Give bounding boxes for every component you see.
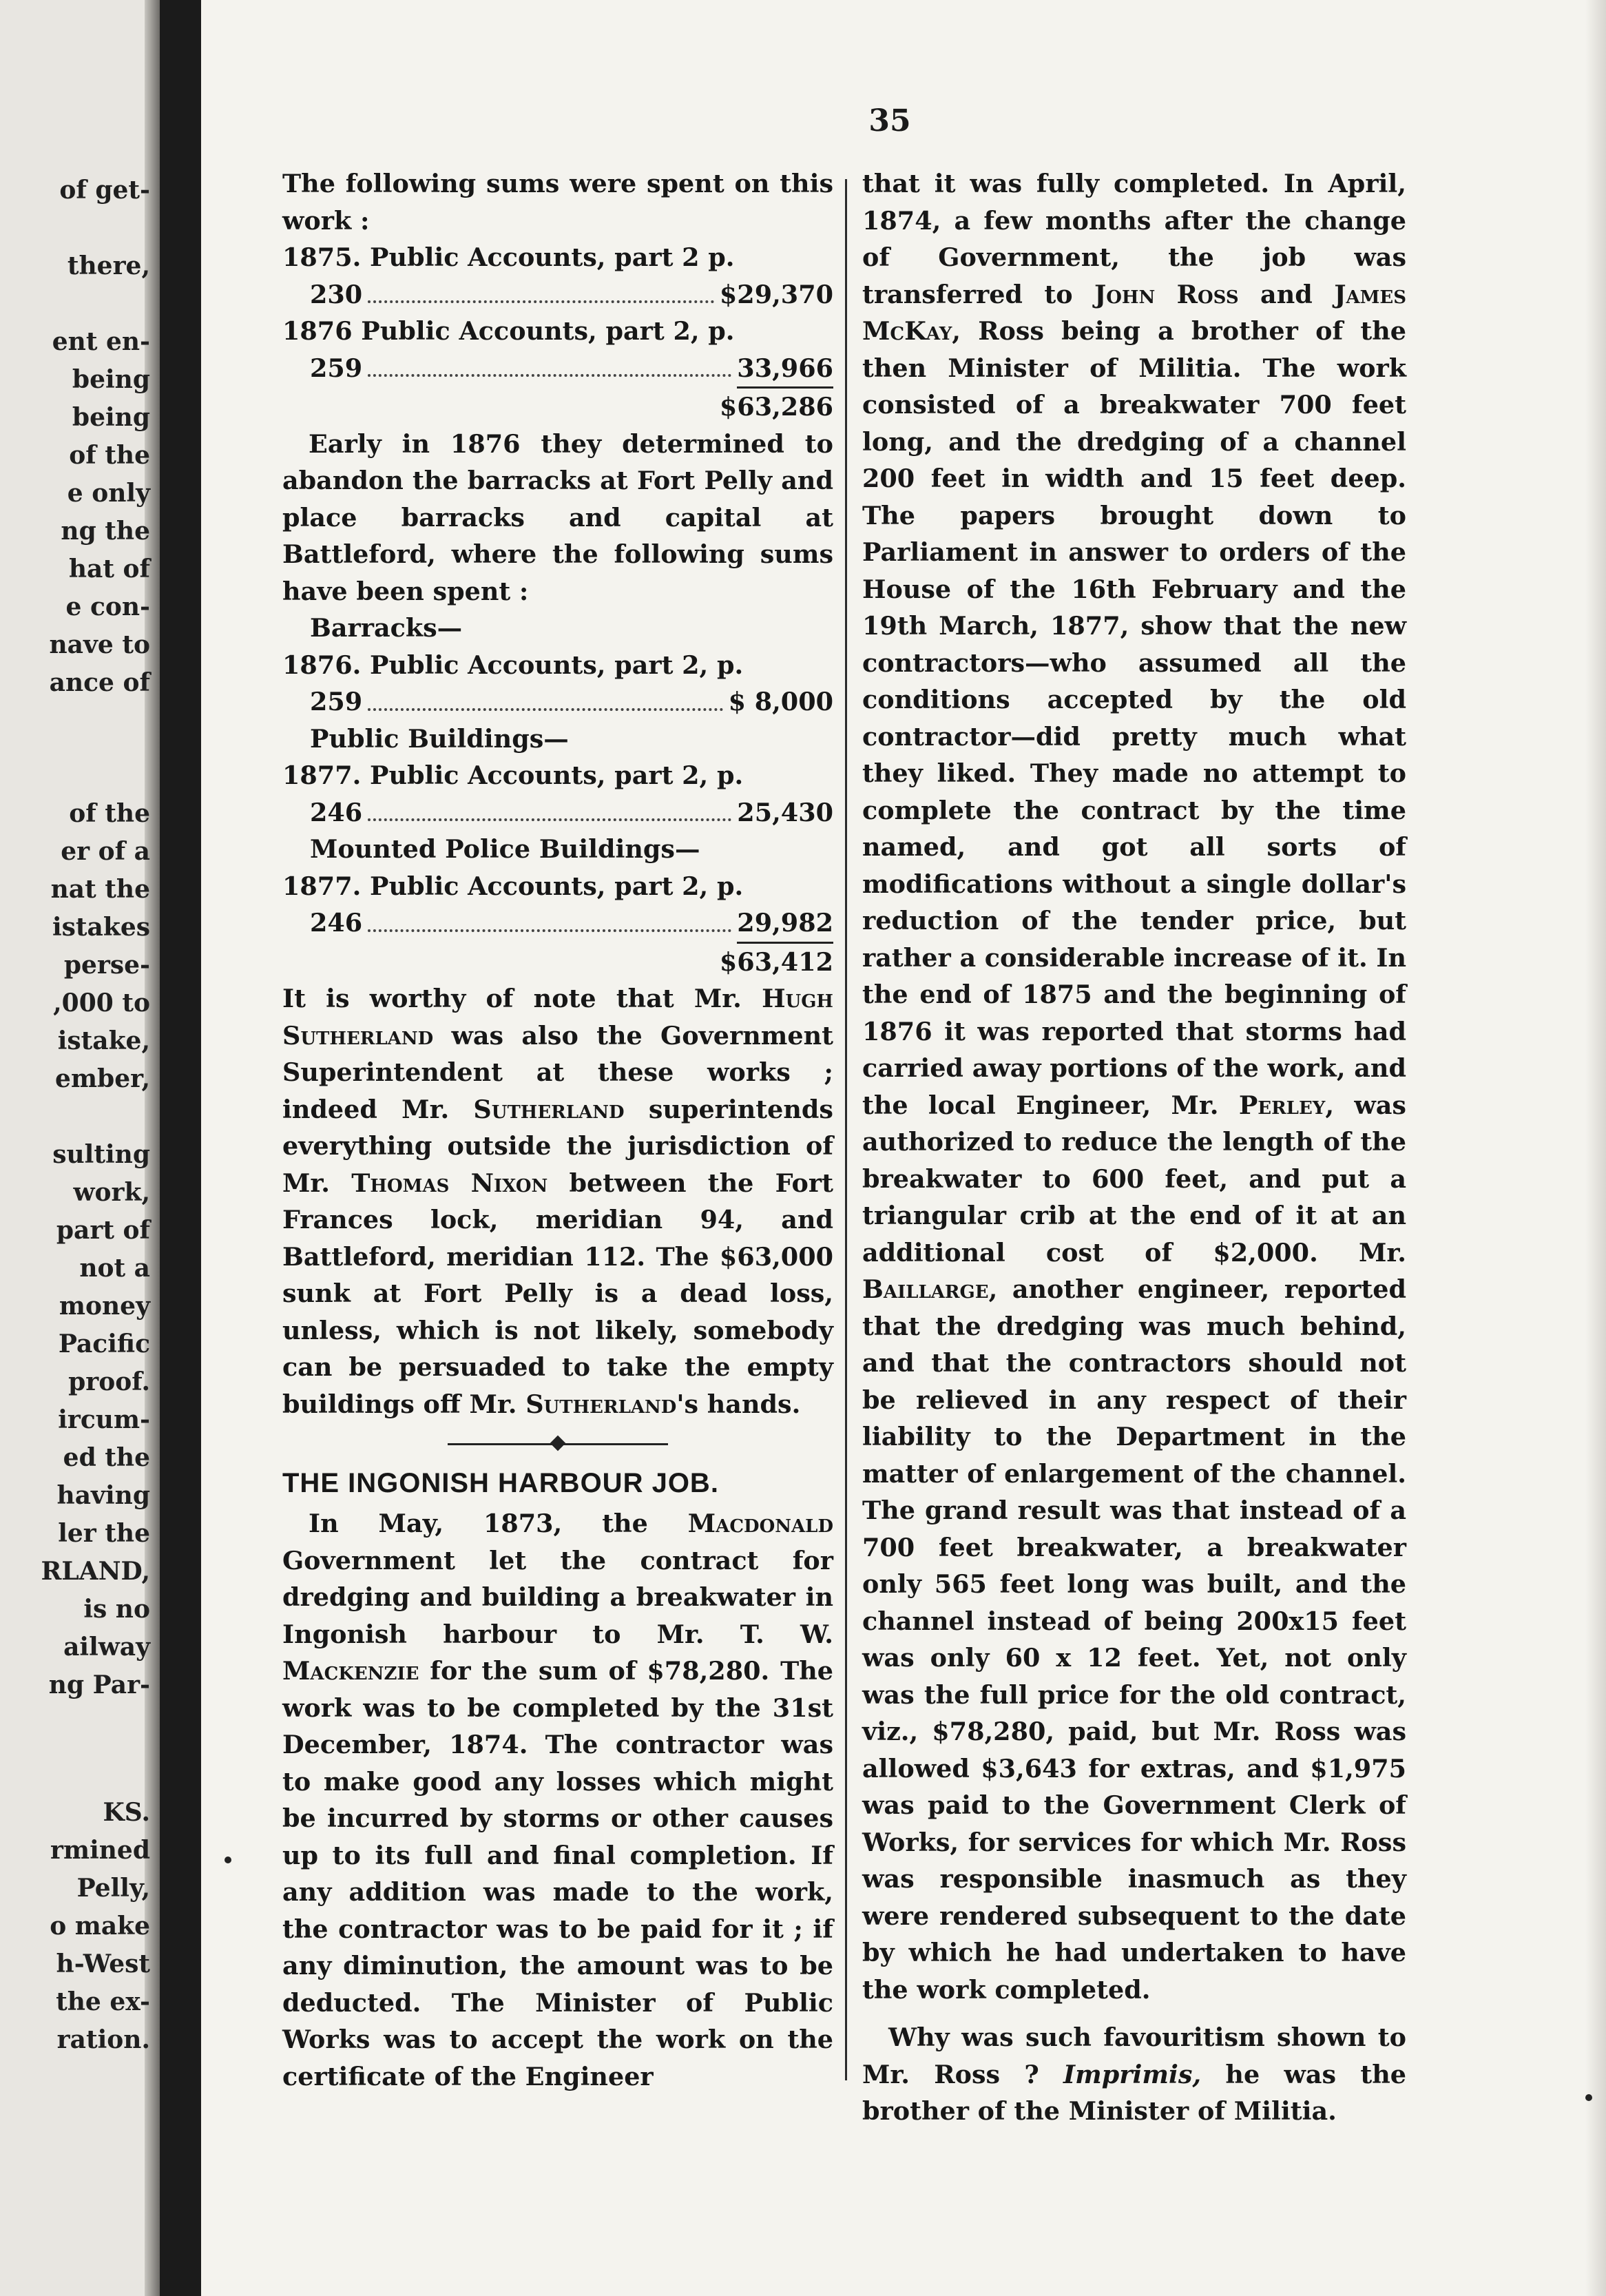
margin-fragment: ler the bbox=[58, 1519, 150, 1548]
ledger-line bbox=[282, 683, 833, 721]
margin-fragment: e con- bbox=[65, 592, 150, 621]
ledger-ref: 259 bbox=[310, 353, 363, 383]
margin-fragment: ng the bbox=[61, 517, 150, 546]
adjacent-page-strip bbox=[0, 0, 160, 2296]
person-name: Mackenzie bbox=[282, 1656, 419, 1686]
sutherland-paragraph bbox=[282, 980, 833, 1423]
margin-fragment: ed the bbox=[63, 1443, 150, 1472]
ledger-amount: $ 8,000 bbox=[728, 687, 833, 716]
ledger-total: $63,286 bbox=[719, 392, 833, 422]
favouritism-paragraph bbox=[862, 2019, 1406, 2130]
margin-fragment: h-West bbox=[56, 1949, 150, 1978]
ledger-total: $63,412 bbox=[719, 947, 833, 977]
margin-fragment: work, bbox=[73, 1178, 150, 1207]
text-run: , was authorized to reduce the length of the breakwater to 600 feet, and put a triangular crib at the end of it at an additional cost of $2,000. Mr. bbox=[862, 1090, 1406, 1268]
ledger-label: 1876. Public Accounts, part 2, p. bbox=[282, 650, 744, 680]
ledger-battleford bbox=[282, 610, 833, 980]
ledger-line bbox=[282, 904, 833, 942]
text-run: In May, 1873, the bbox=[309, 1509, 688, 1538]
margin-fragment: er of a bbox=[61, 837, 150, 866]
section-separator bbox=[282, 1423, 833, 1464]
text-run: that it was fully completed. In April, 1874, a few months after the change of Government, the job was transferred to bbox=[862, 169, 1406, 309]
margin-fragment: being bbox=[72, 365, 150, 394]
ledger-label: 1877. Public Accounts, part 2, p. bbox=[282, 871, 744, 901]
leader-dots bbox=[368, 350, 731, 378]
intro-paragraph: The following sums were spent on this work : bbox=[282, 169, 833, 236]
margin-fragment: istakes bbox=[52, 913, 150, 942]
ledger-category: Mounted Police Buildings— bbox=[310, 834, 700, 864]
margin-fragment: Pacific bbox=[58, 1330, 150, 1358]
ledger-ref: 246 bbox=[310, 797, 363, 827]
person-name: James McKay bbox=[862, 279, 1407, 346]
margin-fragment: ,000 to bbox=[53, 989, 150, 1017]
ledger-label: 1877. Public Accounts, part 2, p. bbox=[282, 761, 744, 790]
page bbox=[201, 0, 1606, 2296]
person-name: Sutherland bbox=[473, 1094, 625, 1124]
text-run: superintends everything outside the jurisdiction of Mr. bbox=[282, 1094, 833, 1198]
margin-fragment: ent en- bbox=[52, 327, 150, 356]
text-run: , Ross being a brother of the then Minister of Militia. The work consisted of a breakwater 700 feet long, and the dredging of a channel 200 feet in width and 15 feet deep. The papers brought down to Parliament in answer to orders of the House of the 16th February and the 19th March, 1877, show that the new contractors—who assumed all the conditions accepted by the old contractor—did pretty much what they liked. They made no attempt to complete the contract by the time named, and got all sorts of modifications without a single dollar's reduction of the tender price, but rather a considerable increase of it. In the end of 1875 and the beginning of 1876 it was reported that storms had carried away portions of the work, and the local Engineer, Mr. bbox=[862, 316, 1406, 1120]
ledger-entry bbox=[282, 239, 833, 313]
leader-dots bbox=[368, 904, 731, 932]
margin-fragment: money bbox=[59, 1292, 150, 1321]
margin-fragment: of get- bbox=[59, 176, 150, 205]
ledger-entry bbox=[282, 721, 833, 831]
margin-fragment: RLAND, bbox=[41, 1557, 150, 1586]
battleford-paragraph: Early in 1876 they determined to abandon the barracks at Fort Pelly and place barracks and capital at Battleford, where the following sums have been spent : bbox=[282, 428, 833, 606]
margin-fragment: the ex- bbox=[56, 1987, 150, 2016]
left-column bbox=[282, 165, 833, 2095]
ledger-amount: 33,966 bbox=[737, 353, 833, 383]
margin-fragment: there, bbox=[67, 251, 150, 280]
stray-mark bbox=[225, 1857, 231, 1863]
ledger-category: Barracks— bbox=[310, 613, 463, 643]
text-run: was also the Government Superintendent at these works ; indeed Mr. bbox=[282, 1020, 833, 1124]
margin-fragment: nat the bbox=[50, 875, 150, 904]
section-heading: THE INGONISH HARBOUR JOB. bbox=[282, 1468, 719, 1498]
person-name: Perley bbox=[1238, 1090, 1326, 1120]
margin-fragment: perse- bbox=[63, 951, 150, 980]
margin-fragment: ailway bbox=[63, 1633, 150, 1662]
book-gutter bbox=[160, 0, 201, 2296]
margin-fragment: ircum- bbox=[58, 1405, 150, 1434]
ledger-amount: 29,982 bbox=[737, 908, 833, 938]
ledger-ref: 230 bbox=[310, 279, 363, 309]
text-run: he was the brother of the Minister of Militia. bbox=[862, 2059, 1406, 2126]
text-run: between the Fort Frances lock, meridian 94, and Battleford, meridian 112. The $63,000 sunk at Fort Pelly is a dead loss, unless, which is not likely, somebody can be persuaded to take the empty buildings off Mr. bbox=[282, 1168, 833, 1419]
text-run: and bbox=[1238, 279, 1335, 309]
page-edge-shadow bbox=[1585, 0, 1606, 2296]
margin-fragment: ration. bbox=[56, 2025, 150, 2054]
page-number: 35 bbox=[868, 103, 911, 138]
margin-fragment: rmined bbox=[50, 1836, 150, 1865]
margin-fragment: being bbox=[72, 403, 150, 432]
leader-dots bbox=[368, 794, 731, 822]
margin-fragment: nave to bbox=[49, 630, 150, 659]
margin-fragment: sulting bbox=[52, 1140, 150, 1169]
ledger-entry bbox=[282, 313, 833, 386]
person-name: Macdonald bbox=[687, 1509, 833, 1538]
margin-fragment: Pelly, bbox=[76, 1874, 150, 1903]
text-run: It is worthy of note that Mr. bbox=[282, 984, 762, 1013]
margin-fragment: part of bbox=[56, 1216, 150, 1245]
leader-dots bbox=[368, 276, 714, 304]
margin-fragment: KS. bbox=[103, 1798, 150, 1827]
ledger-entry bbox=[282, 831, 833, 942]
text-run: Why was such favouritism shown to Mr. Ross ? bbox=[862, 2023, 1406, 2089]
ledger-ref: 259 bbox=[310, 687, 363, 716]
margin-fragment: hat of bbox=[68, 555, 150, 583]
ledger-ref: 246 bbox=[310, 908, 363, 938]
stray-mark bbox=[1585, 2094, 1592, 2101]
person-name: Baillarge bbox=[862, 1274, 989, 1304]
margin-fragment: o make bbox=[50, 1912, 150, 1941]
ingonish-paragraph bbox=[282, 1505, 833, 2095]
ledger-line bbox=[282, 350, 833, 387]
margin-fragment: proof. bbox=[68, 1367, 150, 1396]
leader-dots bbox=[368, 683, 722, 711]
text-run: for the sum of $78,280. The work was to be completed by the 31st December, 1874. The contractor was to make good any losses which might be incurred by storms or other causes up to its full and final completion. If any addition was made to the work, the contractor was to be paid for it ; if any diminution, the amount was to be deducted. The Minister of Public Works was to accept the work on the certificate of the Engineer bbox=[282, 1656, 833, 2091]
person-name: Thomas Nixon bbox=[351, 1168, 548, 1198]
margin-fragment: ance of bbox=[49, 668, 150, 697]
margin-fragment: ng Par- bbox=[48, 1671, 150, 1699]
margin-fragment: having bbox=[56, 1481, 150, 1510]
ledger-label: 1875. Public Accounts, part 2 p. bbox=[282, 242, 735, 272]
margin-fragment: istake, bbox=[57, 1026, 150, 1055]
person-name: Sutherland bbox=[525, 1389, 677, 1419]
margin-fragment: is no bbox=[83, 1595, 150, 1624]
separator-diamond bbox=[550, 1436, 566, 1451]
ledger-label: 1876 Public Accounts, part 2, p. bbox=[282, 316, 735, 346]
ledger-line bbox=[282, 794, 833, 831]
margin-fragment: ember, bbox=[55, 1064, 150, 1093]
text-run: , another engineer, reported that the dredging was much behind, and that the contractors should not be relieved in any respect of their liability to the Department in the matter of enlargement of the channel. The grand result was that instead of a 700 feet breakwater, a breakwater only 565 feet long was built, and the channel instead of being 200x15 feet was only 60 x 12 feet. Yet, not only was the full price for the old contract, viz., $78,280, paid, but Mr. Ross was allowed $3,643 for extras, and $1,975 was paid to the Government Clerk of Works, for services for which Mr. Ross was responsible inasmuch as they were rendered subsequent to the date by which he had undertaken to have the work completed. bbox=[862, 1274, 1406, 2005]
text-run: Government let the contract for dredging and building a breakwater in Ingonish harbour to Mr. T. W. bbox=[282, 1545, 833, 1649]
emphasis: Imprimis, bbox=[1063, 2059, 1202, 2089]
right-column bbox=[862, 165, 1406, 2130]
ledger-category: Public Buildings— bbox=[310, 723, 569, 754]
margin-fragment: of the bbox=[69, 799, 150, 828]
margin-fragment: not a bbox=[79, 1254, 150, 1283]
ledger-line bbox=[282, 276, 833, 313]
column-divider bbox=[845, 179, 847, 2080]
person-name: Hugh Sutherland bbox=[282, 984, 833, 1051]
margin-fragment: e only bbox=[67, 479, 150, 508]
ledger-fort-pelly bbox=[282, 239, 833, 426]
ledger-amount: $29,370 bbox=[719, 279, 833, 309]
person-name: John Ross bbox=[1094, 279, 1239, 309]
margin-fragment: of the bbox=[69, 441, 150, 470]
contract-paragraph bbox=[862, 165, 1406, 2008]
ledger-amount: 25,430 bbox=[737, 797, 833, 827]
ledger-entry bbox=[282, 610, 833, 721]
text-run: 's hands. bbox=[676, 1389, 801, 1419]
